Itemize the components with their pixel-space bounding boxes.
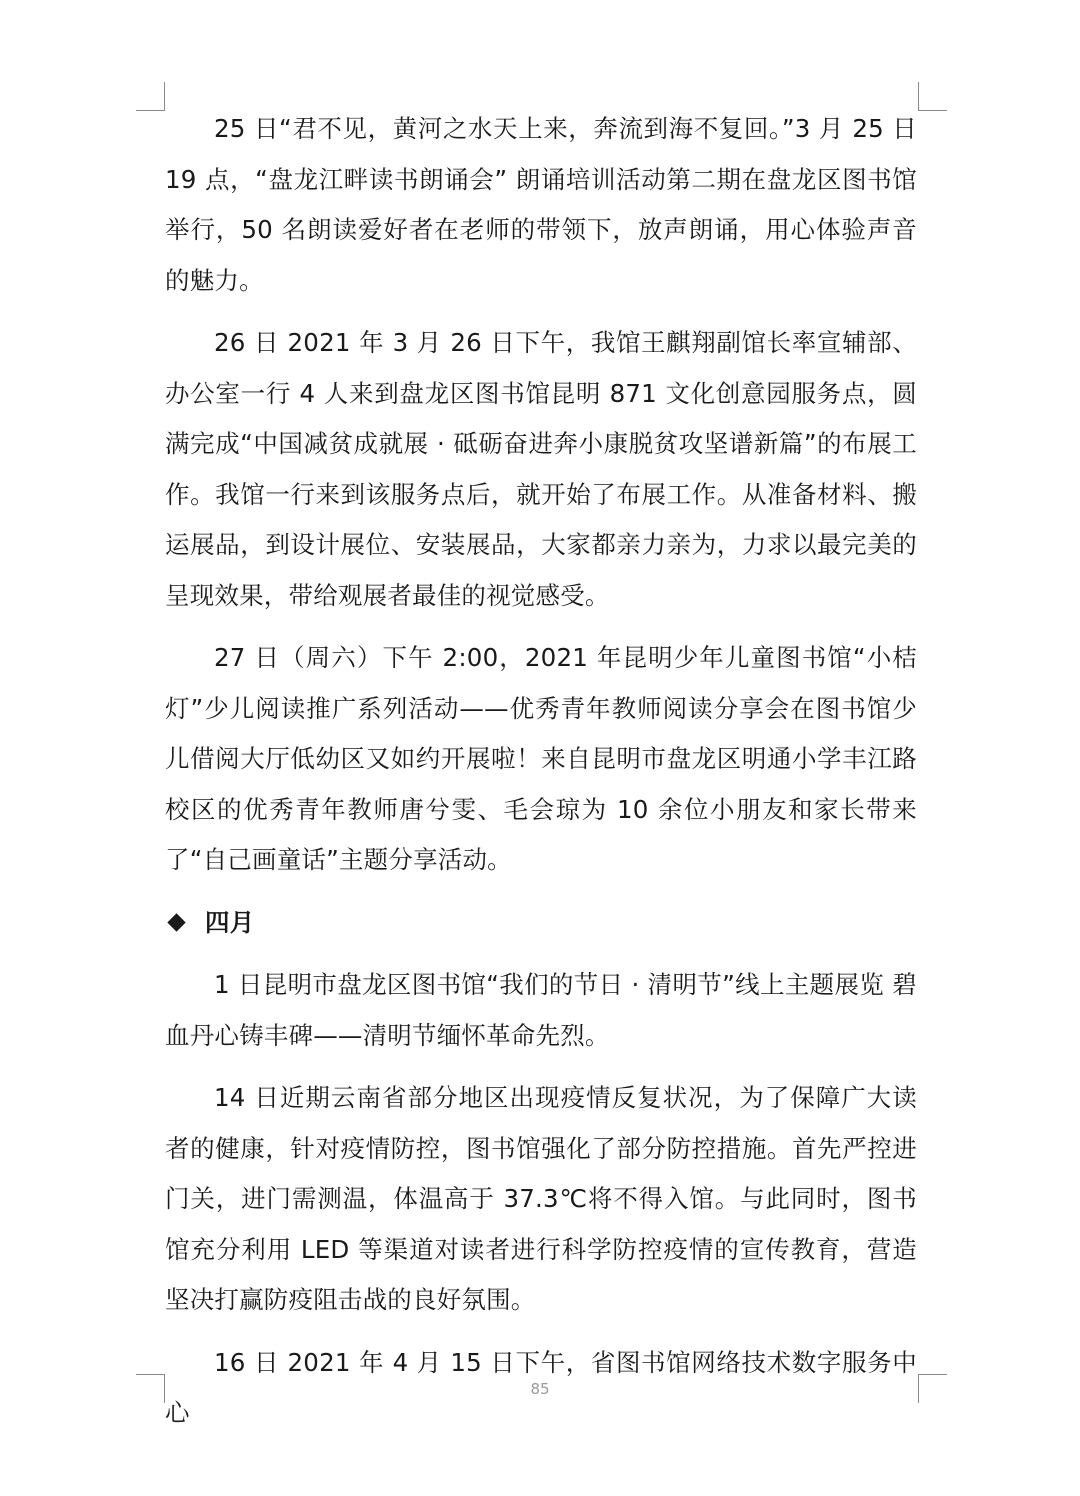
paragraph-april-1: 1 日昆明市盘龙区图书馆“我们的节日 · 清明节”线上主题展览 碧血丹心铸丰碑——清明节缅怀革命先烈。 <box>165 970 917 1050</box>
paragraph-march-27: 27 日（周六）下午 2:00，2021 年昆明少年儿童图书馆“小桔灯”少儿阅读推广系列活动——优秀青年教师阅读分享会在图书馆少儿借阅大厅低幼区又如约开展啦！来自昆明市盘龙区明通小学丰江路校区的优秀青年教师唐兮雯、毛会琼为 10 余位小朋友和家长带来了“自己画童话”主题分享活动。 <box>165 643 917 874</box>
paragraph-april-16: 16 日 2021 年 4 月 15 日下午，省图书馆网络技术数字服务中心 <box>165 1347 917 1427</box>
crop-mark-top-left <box>136 82 165 111</box>
crop-mark-top-right <box>918 82 947 111</box>
page-body <box>165 104 917 1451</box>
section-heading-text: 四月 <box>205 907 255 937</box>
section-heading-april <box>165 898 917 949</box>
paragraph-march-25: 25 日“君不见，黄河之水天上来，奔流到海不复回。”3 月 25 日 19 点，“盘龙江畔读书朗诵会” 朗诵培训活动第二期在盘龙区图书馆举行，50 名朗读爱好者在老师的带领下，放声朗诵，用心体验声音的魅力。 <box>165 114 917 295</box>
diamond-bullet-icon <box>167 914 185 932</box>
paragraph-april-14: 14 日近期云南省部分地区出现疫情反复状况，为了保障广大读者的健康，针对疫情防控，图书馆强化了部分防控措施。首先严控进门关，进门需测温，体温高于 37.3℃将不得入馆。与此同时，图书馆充分利用 LED 等渠道对读者进行科学防控疫情的宣传教育，营造坚决打赢防疫阻击战的良好氛围。 <box>165 1083 917 1314</box>
page-number: 85 <box>530 1380 550 1398</box>
paragraph-march-26: 26 日 2021 年 3 月 26 日下午，我馆王麒翔副馆长率宣辅部、办公室一行 4 人来到盘龙区图书馆昆明 871 文化创意园服务点，圆满完成“中国减贫成就展 · 砥砺奋进奔小康脱贫攻坚谱新篇”的布展工作。我馆一行来到该服务点后，就开始了布展工作。从准备材料、搬运展品，到设计展位、安装展品，大家都亲力亲为，力求以最完美的呈现效果，带给观展者最佳的视觉感受。 <box>165 328 917 610</box>
